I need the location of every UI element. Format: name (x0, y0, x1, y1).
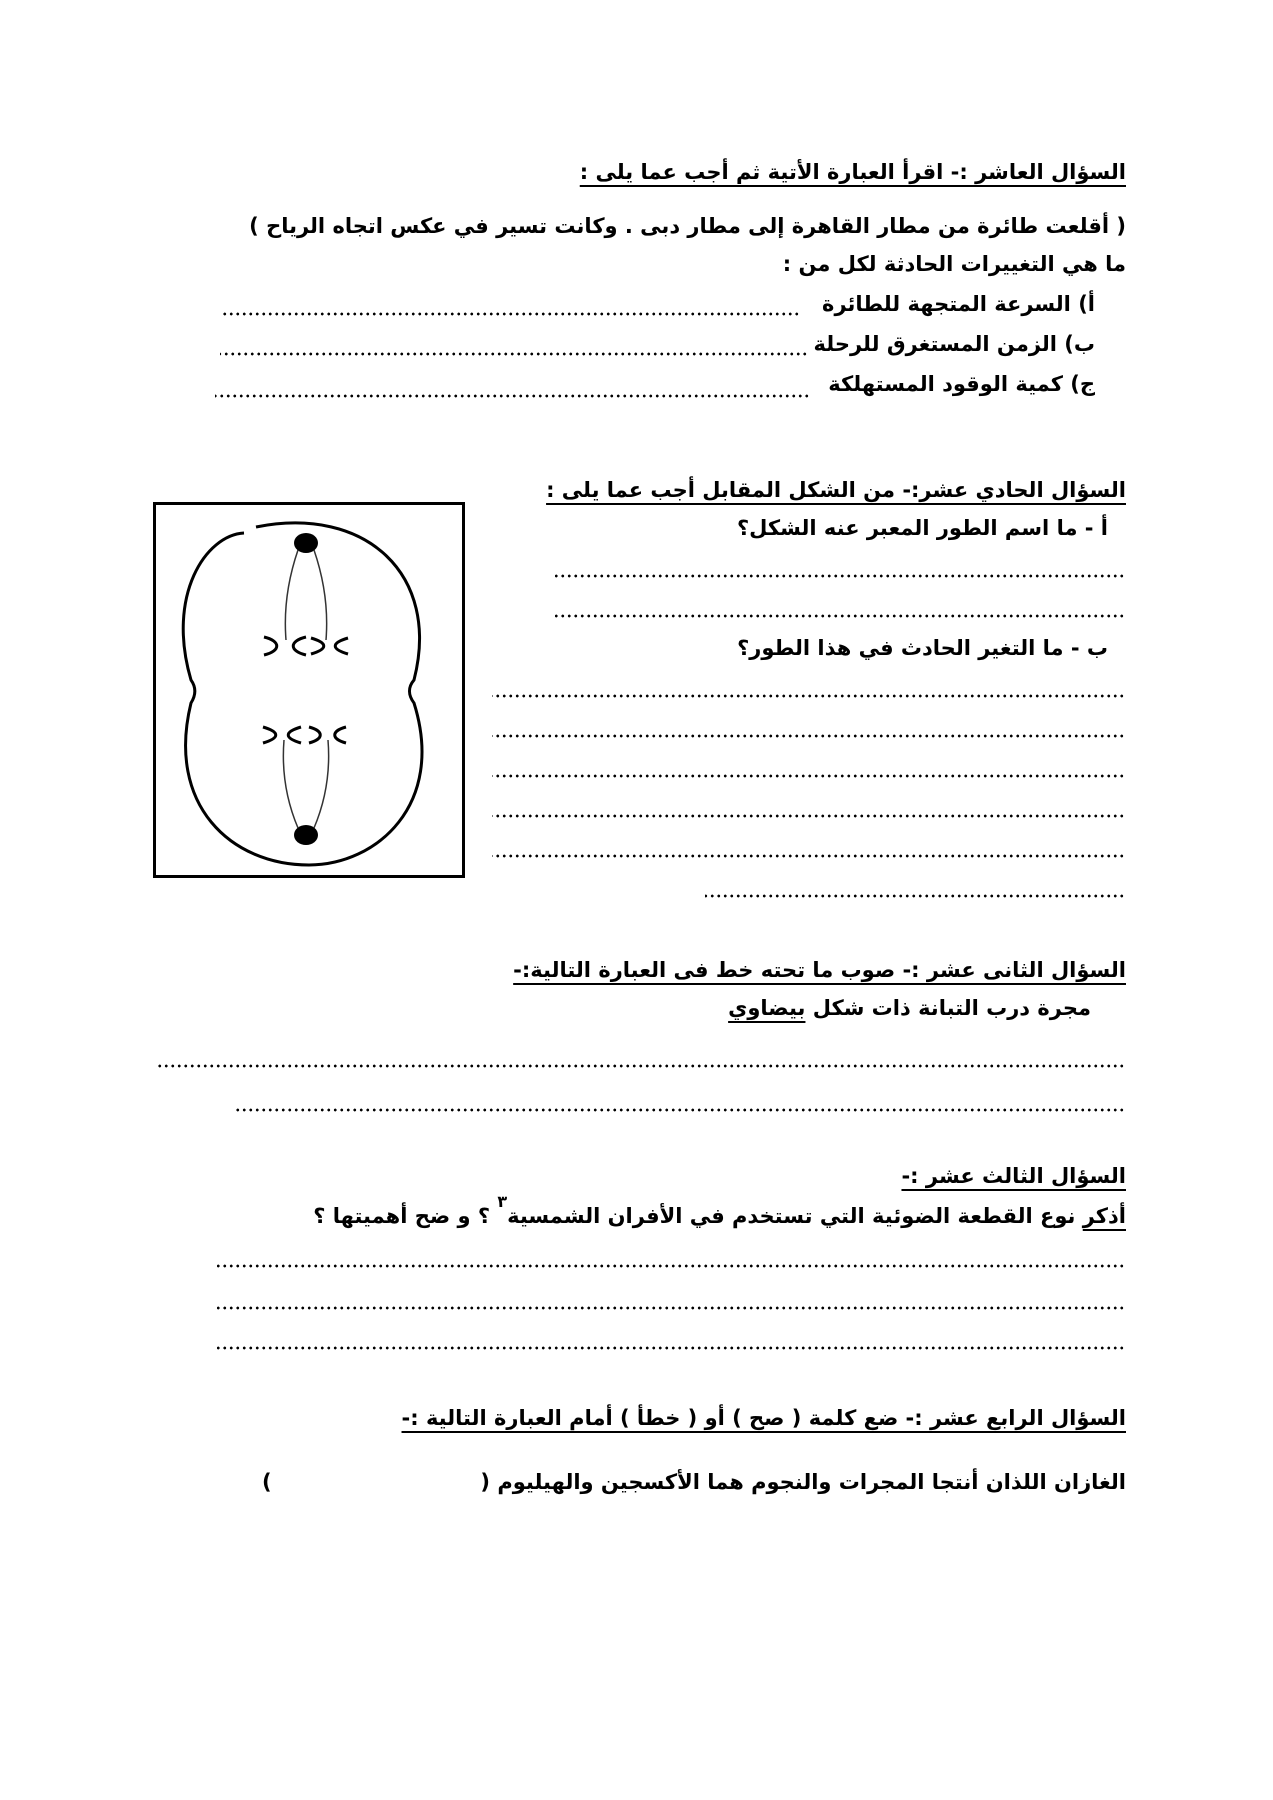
spindle-fiber (314, 740, 329, 828)
answer-line[interactable] (220, 312, 800, 316)
answer-line[interactable] (492, 774, 1125, 778)
q14-heading: السؤال الرابع عشر :- ضع كلمة ( صح ) أو ( خطأ ) أمام العبارة التالية :- (401, 1406, 1126, 1430)
q13-heading: السؤال الثالث عشر :- (901, 1164, 1126, 1188)
q14-statement: الغازان اللذان أنتجا المجرات والنجوم هما الأكسجين والهيليوم ( (480, 1470, 1126, 1494)
q10-item-c: ج) كمية الوقود المستهلكة (828, 372, 1095, 396)
q11-heading: السؤال الحادي عشر:- من الشكل المقابل أجب عما يلى : (546, 478, 1126, 502)
q10-item-a: أ) السرعة المتجهة للطائرة (822, 292, 1095, 316)
spindle-fiber (285, 550, 298, 640)
spindle-fiber (314, 550, 327, 640)
true-false-answer-field[interactable] (285, 1470, 515, 1500)
chromosome (263, 637, 348, 743)
answer-line[interactable] (157, 1064, 1125, 1068)
q11-part-b: ب - ما التغير الحادث في هذا الطور؟ (737, 636, 1108, 660)
q10-statement: ( أقلعت طائرة من مطار القاهرة إلى مطار دبى . وكانت تسير في عكس اتجاه الرياح ) (249, 214, 1126, 238)
q12-heading: السؤال الثانى عشر :- صوب ما تحته خط فى العبارة التالية:- (513, 958, 1126, 982)
spindle-fiber (283, 740, 298, 828)
q13-question-part1: نوع القطعة الضوئية التي تستخدم في الأفران الشمسية (507, 1204, 1083, 1228)
q11-part-a: أ - ما اسم الطور المعبر عنه الشكل؟ (737, 516, 1108, 540)
answer-line[interactable] (492, 694, 1125, 698)
answer-line[interactable] (492, 814, 1125, 818)
answer-line[interactable] (555, 574, 1125, 578)
answer-line[interactable] (220, 352, 808, 356)
answer-line[interactable] (236, 1108, 1125, 1112)
q13-superscript: ٣ (497, 1192, 508, 1211)
q10-heading: السؤال العاشر :- اقرأ العبارة الأتية ثم أجب عما يلى : (579, 160, 1126, 184)
q13-verb: أذكر (1082, 1204, 1126, 1228)
answer-line[interactable] (492, 734, 1125, 738)
cell-membrane (183, 523, 422, 865)
q10-item-b: ب) الزمن المستغرق للرحلة (813, 332, 1095, 356)
cell-division-diagram-icon (156, 505, 462, 875)
q12-statement-prefix: مجرة درب التبانة ذات شكل (805, 996, 1091, 1020)
answer-line[interactable] (215, 394, 810, 398)
answer-line[interactable] (217, 1264, 1125, 1268)
q14-close-paren: ) (262, 1470, 272, 1494)
answer-line[interactable] (555, 614, 1125, 618)
answer-line[interactable] (492, 854, 1125, 858)
q12-underlined-word: بيضاوي (728, 996, 806, 1020)
q12-statement (728, 996, 1091, 1020)
q13-question (313, 1192, 1126, 1228)
answer-line[interactable] (705, 894, 1125, 898)
q10-prompt: ما هي التغييرات الحادثة لكل من : (782, 252, 1126, 276)
answer-line[interactable] (217, 1306, 1125, 1310)
q13-question-part2: ؟ و ضح أهميتها ؟ (313, 1204, 498, 1228)
cell-division-figure (153, 502, 465, 878)
answer-line[interactable] (217, 1346, 1125, 1350)
